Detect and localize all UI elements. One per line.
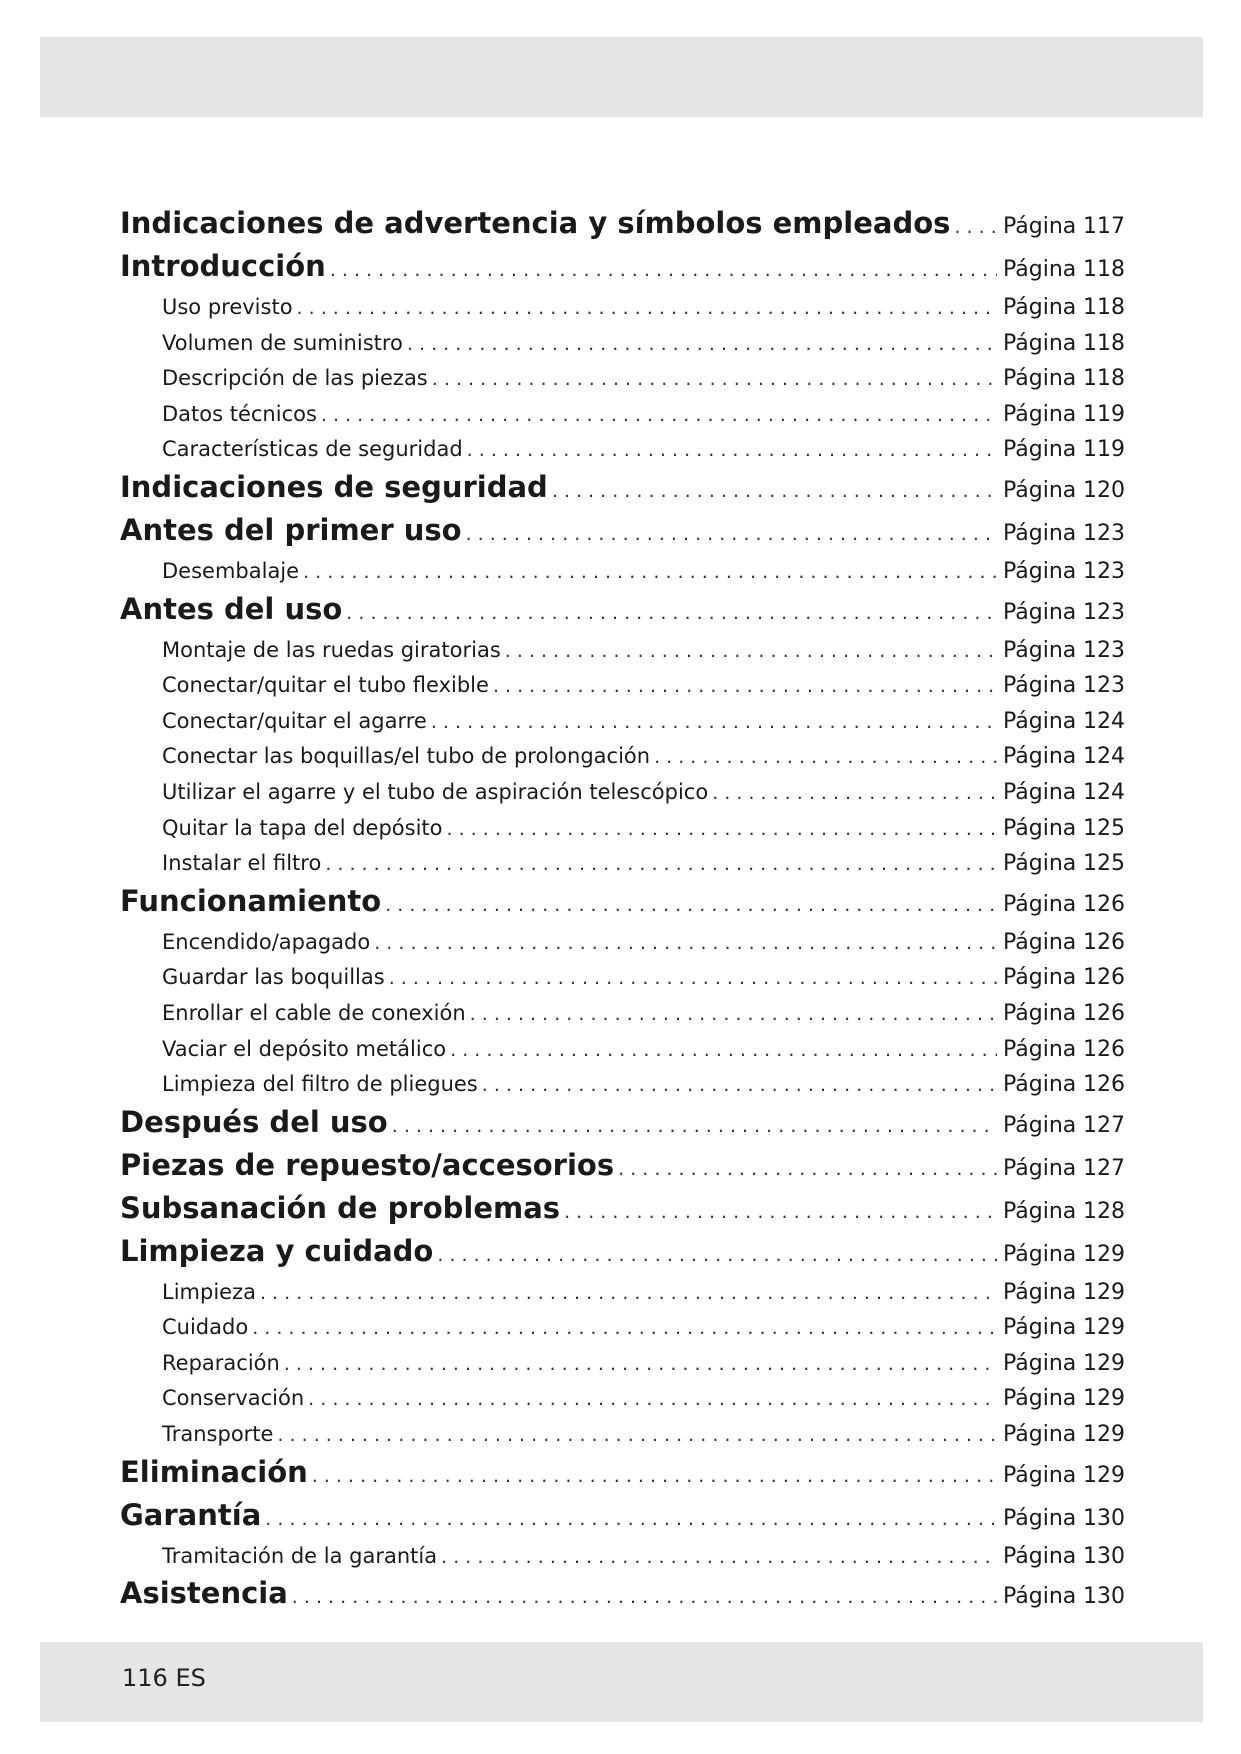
toc-entry-title: Limpieza del filtro de pliegues [162,1072,478,1097]
dot-leader [432,362,997,397]
toc-subsection-row [120,996,1125,1032]
toc-subsection-row [120,1539,1125,1575]
toc-page-label: Página [1003,599,1077,625]
toc-page-number: 124 [1083,744,1125,770]
toc-entry-title: Conservación [162,1386,305,1411]
toc-page-number: 129 [1083,1315,1125,1341]
dot-leader [482,1068,997,1103]
toc-entry-title: Antes del primer uso [120,512,462,547]
toc-subsection-row [120,397,1125,433]
toc-page-label: Página [1003,1072,1077,1098]
toc-entry-title: Indicaciones de seguridad [120,469,548,504]
toc-section-row [120,590,1125,633]
toc-page-label: Página [1003,779,1077,805]
toc-page-label: Página [1003,929,1077,955]
toc-entry-title: Montaje de las ruedas giratorias [162,637,501,662]
toc-entry-title: Funcionamiento [120,883,382,918]
toc-entry-title: Uso previsto [162,295,293,319]
toc-page-number: 126 [1083,1036,1125,1062]
toc-page-label: Página [1003,1000,1077,1026]
toc-subsection-row [120,432,1125,468]
dot-leader [308,1382,997,1417]
toc-subsection-row [120,775,1125,811]
toc-section-row [120,1574,1125,1617]
dot-leader [321,398,997,433]
toc-section-row [120,1496,1125,1539]
toc-page-label: Página [1003,1350,1077,1376]
toc-subsection-row [120,1275,1125,1311]
dot-leader [260,1276,997,1311]
toc-section-row [120,247,1125,290]
toc-subsection-row [120,1417,1125,1453]
toc-page-number: 124 [1083,779,1125,805]
toc-page-label: Página [1003,1198,1077,1224]
toc-page-label: Página [1003,815,1077,841]
toc-subsection-row [120,960,1125,996]
toc-page-number: 123 [1083,520,1125,546]
toc-entry-title: Características de seguridad [162,437,463,462]
toc-page-number: 126 [1083,891,1125,917]
toc-page-number: 129 [1083,1386,1125,1412]
toc-section-row [120,468,1125,511]
toc-entry-title: Encendido/apagado [162,929,371,954]
dot-leader [712,776,997,811]
toc-page-label: Página [1003,295,1077,320]
toc-page-number: 118 [1083,330,1125,356]
toc-entry-title: Conectar/quitar el agarre [162,708,427,733]
toc-page-label: Página [1003,891,1077,917]
toc-entry-title: Garantía [120,1497,262,1532]
toc-subsection-row [120,1346,1125,1382]
toc-page-label: Página [1003,851,1077,877]
toc-subsection-row [120,361,1125,397]
toc-page-number: 129 [1083,1241,1125,1267]
dot-leader [330,251,997,290]
toc-section-row [120,204,1125,247]
toc-subsection-row [120,739,1125,775]
toc-section-row [120,1103,1125,1146]
toc-page-label: Página [1003,744,1077,770]
toc-subsection-row [120,846,1125,882]
dot-leader [493,669,997,704]
dot-leader [392,1107,997,1146]
toc-page-number: 129 [1083,1350,1125,1376]
toc-page-number: 130 [1083,1543,1125,1569]
toc-entry-title: Limpieza [162,1279,256,1304]
toc-page-number: 123 [1083,599,1125,625]
toc-page-label: Página [1003,1112,1077,1138]
dot-leader [470,997,997,1032]
toc-page-number: 119 [1083,437,1125,463]
toc-section-row [120,1453,1125,1496]
toc-subsection-row [120,554,1125,590]
toc-page-label: Página [1003,1036,1077,1062]
toc-page-number: 129 [1083,1279,1125,1305]
dot-leader [447,812,998,847]
toc-page-label: Página [1003,1543,1077,1569]
toc-subsection-row [120,1381,1125,1417]
dot-leader [954,208,997,247]
toc-page-number: 123 [1083,637,1125,663]
dot-leader [654,740,997,775]
toc-subsection-row [120,668,1125,704]
toc-entry-title: Piezas de repuesto/accesorios [120,1147,615,1182]
toc-page-number: 126 [1083,965,1125,991]
toc-subsection-row [120,633,1125,669]
toc-page-label: Página [1003,1422,1077,1448]
toc-page-label: Página [1003,708,1077,734]
toc-page-label: Página [1003,401,1077,427]
toc-page-number: 118 [1083,295,1125,320]
toc-entry-title: Eliminación [120,1454,308,1489]
dot-leader [450,1033,997,1068]
toc-entry-title: Tramitación de la garantía [162,1543,438,1568]
toc-page-label: Página [1003,437,1077,463]
dot-leader [437,1236,997,1275]
toc-page-number: 129 [1083,1462,1125,1488]
toc-entry-title: Volumen de suministro [162,330,403,355]
toc-entry-title: Vaciar el depósito metálico [162,1036,447,1061]
toc-entry-title: Cuidado [162,1315,249,1340]
toc-subsection-row [120,811,1125,847]
toc-entry-title: Reparación [162,1350,280,1375]
toc-entry-title: Conectar las boquillas/el tubo de prolongación [162,744,651,769]
toc-page-number: 119 [1083,401,1125,427]
toc-page-label: Página [1003,965,1077,991]
toc-page-number: 129 [1083,1422,1125,1448]
dot-leader [374,926,997,961]
toc-page-label: Página [1003,214,1077,239]
toc-subsection-row [120,1032,1125,1068]
toc-page-number: 130 [1083,1505,1125,1531]
toc-section-row [120,1189,1125,1232]
toc-page-number: 118 [1083,257,1125,282]
dot-leader [292,1578,997,1617]
toc-page-label: Página [1003,637,1077,663]
toc-page-number: 128 [1083,1198,1125,1224]
toc-entry-title: Indicaciones de advertencia y símbolos empleados [120,206,951,240]
dot-leader [303,555,997,590]
toc-entry-title: Asistencia [120,1576,288,1611]
toc-page-label: Página [1003,520,1077,546]
toc-page-number: 125 [1083,815,1125,841]
toc-page-label: Página [1003,673,1077,699]
dot-leader [265,1500,997,1539]
dot-leader [466,515,997,554]
toc-page-number: 127 [1083,1155,1125,1181]
toc-page-number: 127 [1083,1112,1125,1138]
toc-entry-title: Conectar/quitar el tubo flexible [162,673,489,698]
toc-page-label: Página [1003,1462,1077,1488]
dot-leader [389,961,997,996]
dot-leader [431,705,997,740]
toc-entry-title: Antes del uso [120,591,343,626]
toc-subsection-row [120,704,1125,740]
dot-leader [407,327,997,362]
dot-leader [385,886,997,925]
toc-entry-title: Descripción de las piezas [162,366,428,391]
toc-entry-title: Datos técnicos [162,401,317,426]
toc-page-number: 123 [1083,558,1125,584]
dot-leader [552,472,997,511]
toc-entry-title: Limpieza y cuidado [120,1233,434,1268]
toc-page-number: 123 [1083,673,1125,699]
toc-section-row [120,511,1125,554]
toc-page-label: Página [1003,330,1077,356]
dot-leader [312,1457,997,1496]
toc-subsection-row [120,326,1125,362]
dot-leader [297,291,997,326]
toc-subsection-row [120,1310,1125,1346]
toc-page-label: Página [1003,558,1077,584]
toc-page-label: Página [1003,366,1077,392]
toc-section-row [120,882,1125,925]
toc-page-label: Página [1003,257,1077,282]
dot-leader [252,1311,997,1346]
toc-entry-title: Subsanación de problemas [120,1190,561,1225]
toc-entry-title: Desembalaje [162,558,300,583]
toc-page-label: Página [1003,1386,1077,1412]
toc-entry-title: Introducción [120,249,326,283]
toc-subsection-row [120,1067,1125,1103]
dot-leader [441,1540,997,1575]
toc-section-row [120,1146,1125,1189]
toc-page-number: 118 [1083,366,1125,392]
footer-band [40,1642,1203,1722]
toc-page-number: 125 [1083,851,1125,877]
toc-subsection-row [120,290,1125,326]
toc-entry-title: Enrollar el cable de conexión [162,1000,466,1025]
dot-leader [618,1150,997,1189]
toc-page-label: Página [1003,477,1077,503]
toc-entry-title: Utilizar el agarre y el tubo de aspiración telescópico [162,779,709,804]
toc-page-label: Página [1003,1584,1077,1610]
toc-page-label: Página [1003,1155,1077,1181]
toc-page-label: Página [1003,1315,1077,1341]
toc-page-label: Página [1003,1279,1077,1305]
toc-page-number: 126 [1083,929,1125,955]
dot-leader [505,634,997,669]
dot-leader [284,1347,997,1382]
toc-page-number: 126 [1083,1072,1125,1098]
toc-page-number: 126 [1083,1000,1125,1026]
toc-page-number: 124 [1083,708,1125,734]
toc-entry-title: Después del uso [120,1104,388,1139]
dot-leader [467,433,997,468]
toc-entry-title: Transporte [162,1422,274,1447]
toc-entry-title: Instalar el filtro [162,851,322,876]
toc-subsection-row [120,925,1125,961]
toc-entry-title: Guardar las boquillas [162,965,385,990]
toc-page-number: 130 [1083,1584,1125,1610]
toc-entry-title: Quitar la tapa del depósito [162,815,443,840]
toc-page-number: 117 [1083,214,1125,239]
dot-leader [346,594,997,633]
dot-leader [277,1418,997,1453]
toc-page-label: Página [1003,1241,1077,1267]
dot-leader [325,847,997,882]
page-number-footer: 116 ES [122,1664,206,1692]
toc-page-label: Página [1003,1505,1077,1531]
dot-leader [564,1193,997,1232]
table-of-contents [120,204,1125,1617]
toc-page-number: 120 [1083,477,1125,503]
header-band [40,37,1203,117]
toc-section-row [120,1232,1125,1275]
